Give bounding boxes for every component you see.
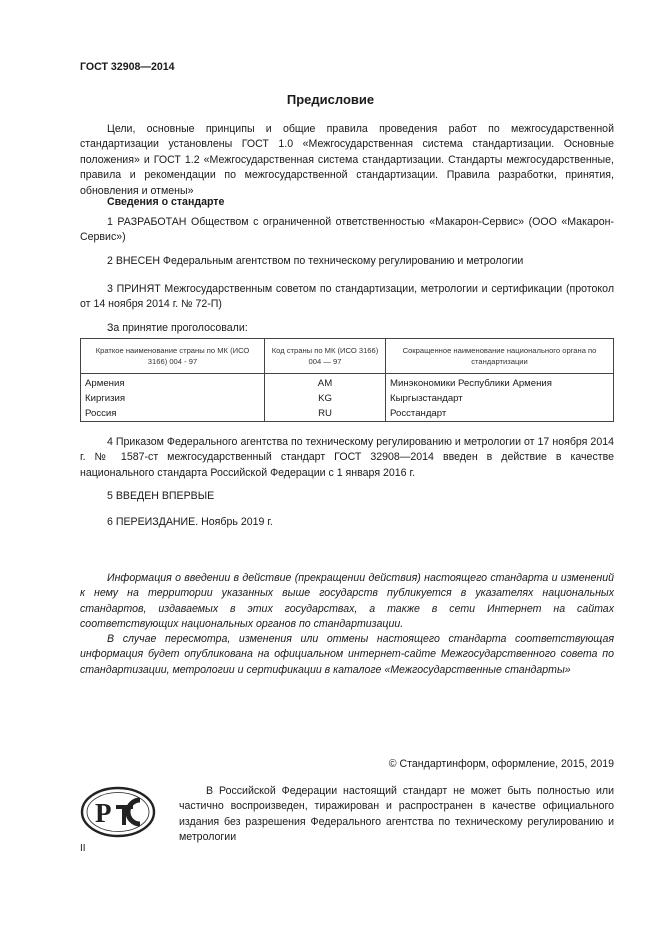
country-code: KG (265, 391, 386, 406)
item-6-reissue: 6 ПЕРЕИЗДАНИЕ. Ноябрь 2019 г. (107, 516, 273, 528)
table-header-row (81, 339, 614, 374)
table-row (81, 406, 614, 422)
column-header-body: Сокращенное наименование национального органа по стандартизации (386, 339, 614, 374)
country-name: Россия (81, 406, 265, 422)
standards-body: Росстандарт (386, 406, 614, 422)
page-number: II (80, 843, 86, 854)
copyright: © Стандартинформ, оформление, 2015, 2019 (388, 758, 614, 770)
column-header-code: Код страны по МК (ИСО 3166) 004 — 97 (265, 339, 386, 374)
countries-table (80, 338, 614, 422)
rst-certification-logo (80, 786, 156, 838)
country-code: RU (265, 406, 386, 422)
table-row (81, 391, 614, 406)
about-heading: Сведения о стандарте (107, 196, 225, 208)
intro-paragraph: Цели, основные принципы и общие правила проведения работ по межгосударственной стандартизации установлены ГОСТ 1.0 «Межгосударственная система стандартизации. Основные положения» и ГОСТ 1.2 «Межгосударственная система стандартизации. Стандарты межгосударственные, правила и рекомендации по межгосударственной стандартизации. Правила разработки, принятия, обновления и отмены» (80, 123, 614, 197)
info-paragraph-2: В случае пересмотра, изменения или отмены настоящего стандарта соответствующая информация будет опубликована на официальном интернет-сайте Межгосударственного совета по стандартизации, метрологии и сертификации в каталоге «Межгосударственные стандарты» (80, 633, 614, 676)
standard-code: ГОСТ 32908—2014 (80, 61, 175, 73)
country-name: Киргизия (81, 391, 265, 406)
standards-body: Минэкономики Республики Армения (386, 374, 614, 392)
standards-body: Кыргызстандарт (386, 391, 614, 406)
item-2-introduced: 2 ВНЕСЕН Федеральным агентством по техническому регулированию и метрологии (107, 255, 524, 267)
table-row (81, 374, 614, 392)
voted-label: За принятие проголосовали: (107, 322, 248, 334)
country-code: AM (265, 374, 386, 392)
svg-text:Р: Р (95, 798, 112, 828)
item-3-adopted: 3 ПРИНЯТ Межгосударственным советом по стандартизации, метрологии и сертификации (протокол от 14 ноября 2014 г. № 72-П) (80, 283, 614, 311)
copyright-notice: В Российской Федерации настоящий стандарт не может быть полностью или частично воспроизведен, тиражирован и распространен в качестве официального издания без разрешения Федерального агентства по техническому регулированию и метрологии (179, 785, 614, 844)
item-1-developed: 1 РАЗРАБОТАН Обществом с ограниченной ответственностью «Макарон-Сервис» (ООО «Макарон-Сервис») (80, 216, 614, 244)
item-4-order: 4 Приказом Федерального агентства по техническому регулированию и метрологии от 17 ноября 2014 г. № 1587-ст межгосударственный стандарт ГОСТ 32908—2014 введен в действие в качестве национального стандарта Российской Федерации с 1 января 2016 г. (80, 436, 614, 479)
info-paragraph-1: Информация о введении в действие (прекращении действия) настоящего стандарта и изменений к нему на территории указанных выше государств публикуется в указателях национальных стандартов, издаваемых в этих государствах, а также в сети Интернет на сайтах соответствующих национальных органов по стандартизации. (80, 572, 614, 631)
item-5-first-introduced: 5 ВВЕДЕН ВПЕРВЫЕ (107, 490, 215, 502)
page-title: Предисловие (286, 92, 375, 107)
column-header-country: Краткое наименование страны по МК (ИСО 3166) 004 - 97 (81, 339, 265, 374)
country-name: Армения (81, 374, 265, 392)
